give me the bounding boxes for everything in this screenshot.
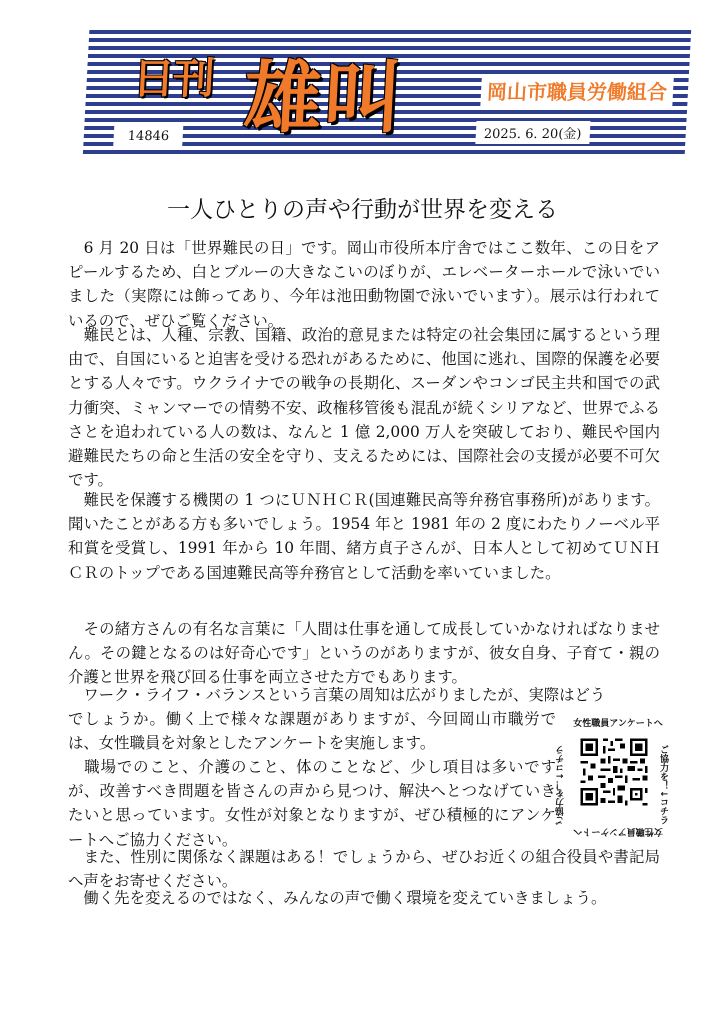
- article-headline: 一人ひとりの声や行動が世界を変える: [167, 197, 558, 223]
- paragraph-survey-request: 職場でのこと、介護のこと、体のことなど、少し項目は多いですが、改善すべき問題を皆さんの声から見つけ、解決へとつなげていきたいと思っています。女性が対象となりますが、ぜひ積極的にアンケートへご協力ください。: [68, 758, 556, 849]
- paragraph-closing: 働く先を変えるのではなく、みんなの声で働く環境を変えていきましょう。: [68, 889, 607, 907]
- issue-date-box: [475, 121, 590, 144]
- survey-qr-area: [556, 719, 670, 840]
- issue-number-box: [113, 123, 184, 146]
- qr-caption-left: ご協力を！↓コチラ: [556, 745, 566, 825]
- qr-caption-top: 女性職員アンケートへ: [573, 719, 663, 729]
- masthead-title-small: 日刊: [131, 54, 215, 103]
- issue-date: 2025. 6. 20(金): [483, 127, 582, 142]
- paragraph-work-life-balance-line1: ワーク・ライフ・バランスという言葉の周知は広がりましたが、実際はどう: [68, 686, 606, 704]
- paragraph-ogata-quote: その緒方さんの有名な言葉に「人間は仕事を通して成長していかなければなりません。その鍵となるのは好奇心です」というのがありますが、彼女自身、子育て・親の介護と世界を飛び回る仕事を両立させた方でもあります。: [68, 620, 660, 687]
- masthead-title-big: 雄叫: [241, 54, 407, 144]
- union-name-box: [480, 74, 674, 107]
- qr-caption-right: ご協力を！↓コチラ: [658, 745, 668, 825]
- paragraph-refugee-definition: 難民とは、人種、宗教、国籍、政治的意見または特定の社会集団に属するという理由で、自国にいると迫害を受ける恐れがあるために、他国に逃れ、国際的保護を必要とする人々です。ウクライナでの戦争の長期化、スーダンやコンゴ民主共和国での武力衝突、ミャンマーでの情勢不安、政権移管後も混乱が続くシリアなど、世界でふるさとを追われている人の数は、なんと 1 億 2,000 万人を突破しており、難民や国内避難民たちの命と生活の安全を守り、支えるためには、国際社会の支援が必要不可欠です。: [68, 326, 660, 490]
- survey-qr-code[interactable]: [578, 736, 650, 808]
- issue-number: 14846: [127, 129, 170, 144]
- paragraph-contact-union: また、性別に関係なく課題はある！でしょうから、ぜひお近くの組合役員や書記局へ声をお寄せください。: [68, 848, 660, 891]
- paragraph-unhcr: 難民を保護する機関の 1 つにＵＮＨＣＲ(国連難民高等弁務官事務所)があります。聞いたことがある方も多いでしょう。1954 年と 1981 年の 2 度にわたりノーベル平和賞を受賞し、1991 年から 10 年間、緒方貞子さんが、日本人として初めてＵＮＨＣＲのトップである国連難民高等弁務官として活動を率いていました。: [68, 491, 660, 582]
- paragraph-work-life-balance: でしょうか。働く上で様々な課題がありますが、今回岡山市職労では、女性職員を対象としたアンケートを実施します。: [68, 710, 556, 753]
- qr-caption-bottom: 女性職員アンケートへ: [573, 826, 663, 836]
- masthead: [83, 30, 692, 156]
- paragraph-refugee-day: 6 月 20 日は「世界難民の日」です。岡山市役所本庁舎ではここ数年、この日をアピールするため、白とブルーの大きなこいのぼりが、エレベーターホールで泳いでいました（実際には飾ってあり、今年は池田動物園で泳いでいます）。展示は行われているので、ぜひご覧ください。: [68, 239, 660, 330]
- union-name: 岡山市職員労働組合: [486, 80, 668, 104]
